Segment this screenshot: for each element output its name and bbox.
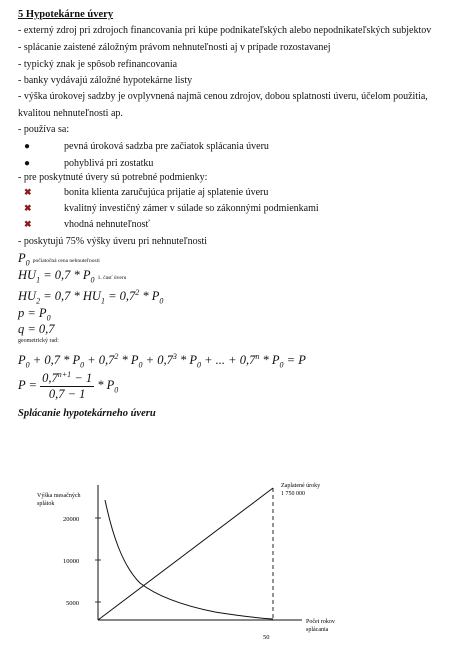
conditions-item-2	[24, 203, 319, 214]
x-axis-label-line2: splácania	[306, 627, 329, 633]
y-axis-label-line1: Výška mesačných	[37, 493, 81, 499]
formula-sum: P = $\frac{0,7^{n+1} - 1}{0,7 - 1}$ * $P_0$	[18, 370, 119, 402]
conditions-item-text: vhodná nehnuteľnosť	[64, 219, 150, 230]
intro-line-4: - banky vydávajú záložné hypotekárne listy	[18, 75, 193, 86]
uses-item-text: pevná úroková sadzba pre začiatok splácania úveru	[64, 141, 269, 152]
conditions-item-1	[24, 187, 268, 198]
ltv-line: - poskytujú 75% výšky úveru pri nehnuteľnosti	[18, 236, 208, 247]
monthly-payment-curve	[105, 500, 273, 619]
bullet-icon: ●	[24, 141, 31, 152]
p0-note: počiatočná cena nehnuteľnosti	[32, 258, 100, 264]
formula-hu1: $HU_1 = 0,7 * P_0$ 1. časť úveru	[18, 268, 127, 285]
intro-line-3: - typický znak je spôsob refinancovania	[18, 59, 178, 70]
rate-paragraph: - výška úrokovej sadzby je ovplyvnená najmä cenou zdrojov, dobou splatnosti úveru, účelom použitia, kvalitou nehnuteľnosti ap.	[18, 91, 428, 119]
page-heading: 5 Hypotekárne úvery	[18, 9, 114, 20]
uses-item-1	[24, 141, 269, 152]
chart-title: Splácanie hypotekárneho úveru	[18, 408, 156, 419]
y-axis-label-line2: splátok	[37, 501, 55, 507]
y-tick-label-10000: 10000	[63, 558, 80, 565]
uses-item-2	[24, 158, 153, 169]
intro-line-2: - splácanie zaistené záložným právom nehnuteľnosti aj v prípade rozostavanej	[18, 42, 331, 53]
cross-bullet-icon: ✖	[24, 203, 32, 213]
uses-label: - používa sa:	[18, 124, 70, 135]
uses-item-text: pohyblivá pri zostatku	[64, 158, 154, 169]
formula-series: $P_0 + 0,7 * P_0 + 0,7^2 * P_0 + 0,7^3 * P_0$ + ... + $0,7^n * P_0 = P$	[18, 352, 306, 370]
cross-bullet-icon: ✖	[24, 187, 32, 197]
cross-bullet-icon: ✖	[24, 219, 32, 229]
conditions-item-text: kvalitný investičný zámer v súlade so zákonnými podmienkami	[64, 203, 319, 214]
bullet-icon: ●	[24, 158, 31, 169]
formula-p0: $P_0$ počiatočná cena nehnuteľnosti	[18, 251, 100, 268]
right-label-line2: 1 750 000	[281, 491, 305, 497]
right-label-line1: Zaplatené úroky	[281, 483, 321, 489]
intro-line-1: - externý zdroj pri zdrojoch financovania pri kúpe podnikateľských alebo nepodnikateľských subjektov	[18, 25, 432, 36]
formula-p: $p = P_0$	[18, 306, 51, 323]
x-axis-label-line1: Počet rokov	[306, 619, 335, 625]
conditions-item-3	[24, 219, 150, 230]
x-tick-label-50: 50	[263, 634, 270, 641]
hu1-note: 1. časť úveru	[97, 275, 127, 281]
formula-hu2: $HU_2 = 0,7 * HU_1 = 0,7^2 * P_0$	[18, 288, 164, 306]
repayment-chart	[0, 415, 456, 655]
geometric-label: geometrický rad:	[18, 338, 59, 344]
y-tick-label-20000: 20000	[63, 516, 80, 523]
interest-paid-line	[98, 488, 273, 620]
conditions-label: - pre poskytnuté úvery sú potrebné podmienky:	[18, 172, 208, 183]
conditions-item-text: bonita klienta zaručujúca prijatie aj splatenie úveru	[64, 187, 269, 198]
y-tick-label-5000: 5000	[66, 600, 79, 607]
formula-q: q = 0,7	[18, 322, 55, 336]
